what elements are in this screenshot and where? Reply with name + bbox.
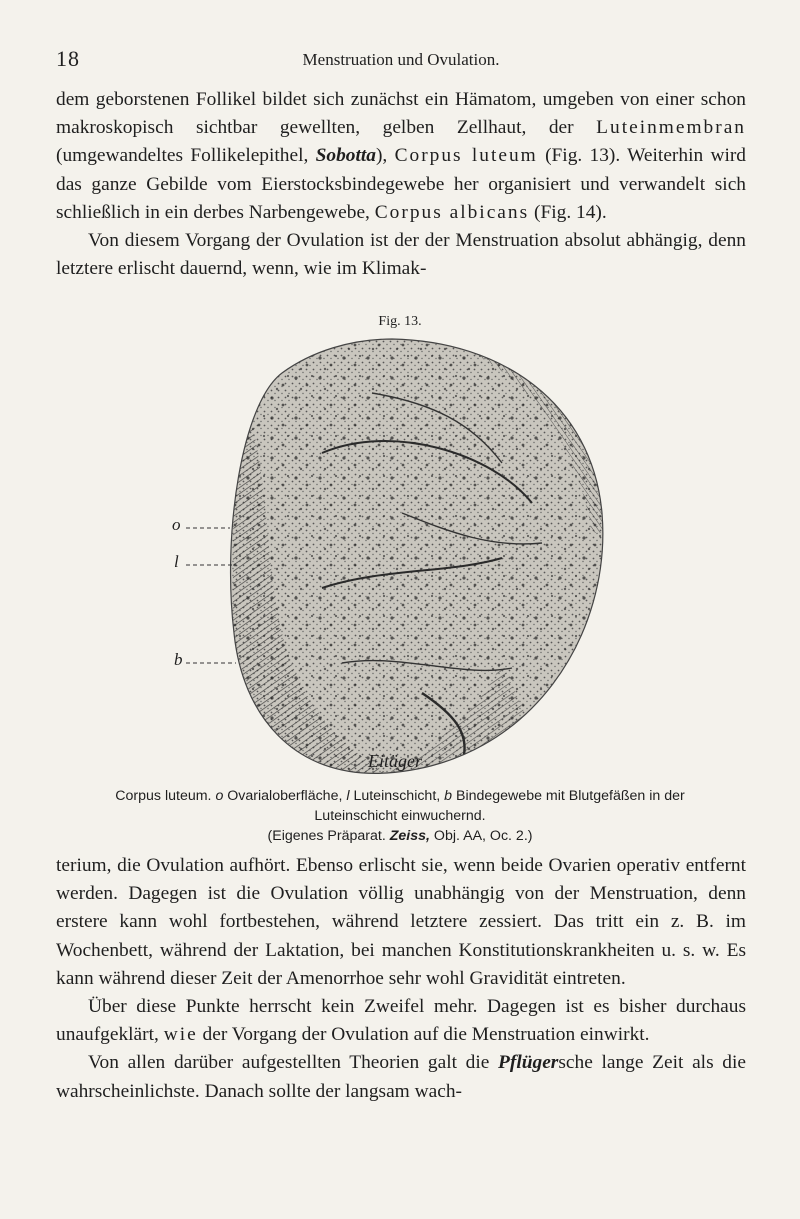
running-title: Menstruation und Ovulation. (302, 50, 500, 69)
figure-corpus-luteum (172, 333, 632, 785)
figure-label: Fig. 13. (378, 314, 422, 329)
paragraph-ovulation: Von diesem Vorgang der Ovulation ist der der Menstruation absolut abhängig, denn letztere erlischt dauernd, wenn, wie im Klimak- (56, 230, 746, 280)
emphasis-wie: wie (163, 1024, 198, 1046)
page-number: 18 (56, 46, 80, 71)
figure-letter-o: o (172, 515, 181, 534)
figure-letter-b: b (174, 650, 183, 669)
paragraph-zweifel: Über diese Punkte herrscht kein Zweifel mehr. Dagegen ist es bisher durchaus unaufgeklärt, wie der Vorgang der Ovulation auf die Menstruation einwirkt. (56, 996, 746, 1046)
author-pflueger: Pflüger (498, 1052, 559, 1074)
caption-line-2: (Eigenes Präparat. Zeiss, Obj. AA, Oc. 2.) (267, 828, 533, 844)
artist-signature: Eitäger (368, 751, 422, 771)
micrograph-illustration (172, 333, 632, 785)
running-head (56, 46, 746, 76)
figure-caption (90, 786, 710, 846)
term-corpus-luteum: Corpus luteum (394, 145, 538, 167)
paragraph-theorien: Von allen darüber aufgestellten Theorien galt die Pflügersche lange Zeit als die wahrscheinlichste. Danach sollte der langsam wach- (56, 1052, 746, 1102)
term-luteinmembran: Luteinmembran (596, 117, 746, 139)
caption-line-1: Corpus luteum. o Ovarialoberfläche, l Luteinschicht, b Bindegewebe mit Blutgefäßen in der Luteinschicht einwuchernd. (115, 788, 685, 824)
paragraph-top: dem geborstenen Follikel bildet sich zunächst ein Hämatom, umgeben von einer schon makroskopisch sichtbar gewellten, gelben Zellhaut, der Luteinmembran (umgewandeltes Follikelepithel, Sobotta), Corpus luteum (Fig. 13). Weiterhin wird das ganze Gebilde vom Eierstocksbindegewebe her organisiert und verwandelt sich schließlich in ein derbes Narbengewebe, Corpus albicans (Fig. 14). Von diesem Vorgang der Ovulation ist der der Menstruation absolut abhängig, denn letztere erlischt dauernd, wenn, wie im Klimak- (56, 86, 746, 283)
author-sobotta: Sobotta (315, 145, 376, 167)
paragraph-klimakterium: terium, die Ovulation aufhört. Ebenso erlischt sie, wenn beide Ovarien operativ entfernt werden. Dagegen ist die Ovulation völlig unabhängig von der Menstruation, denn erstere kann wohl fortbestehen, während letztere zessiert. Das tritt ein z. B. im Wochenbett, während der Laktation, bei manchen Konstitutionskrankheiten u. s. w. Es kann während dieser Zeit der Amenorrhoe sehr wohl Gravidität eintreten. (56, 855, 746, 989)
paragraph-bottom (56, 852, 746, 1106)
figure-letter-l: l (174, 552, 179, 571)
term-corpus-albicans: Corpus albicans (374, 201, 530, 223)
